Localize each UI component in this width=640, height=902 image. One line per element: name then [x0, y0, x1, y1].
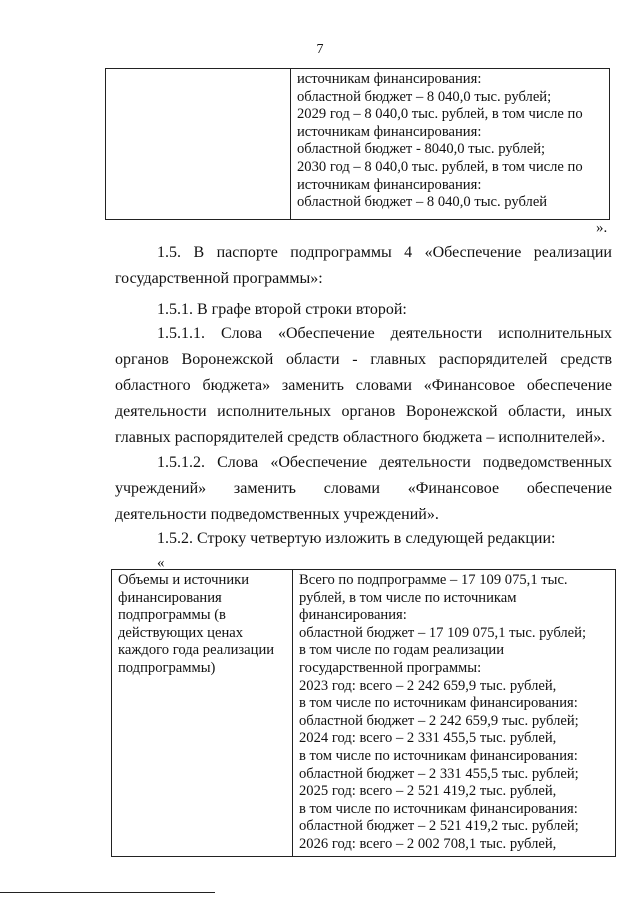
paragraph-1-5-1-2: 1.5.1.2. Слова «Обеспечение деятельности подведомственных учреждений» заменить словами «Финансовое обеспечение деятельности подведомственных учреждений».: [115, 454, 612, 523]
cell-line: областной бюджет - 8040,0 тыс. рублей;: [297, 141, 546, 158]
opening-quote: «: [157, 555, 165, 571]
cell-line: Всего по подпрограмме – 17 109 075,1 тыс.: [299, 572, 568, 588]
paragraph-1-5-1: 1.5.1. В графе второй строки второй:: [157, 301, 407, 318]
cell-line: рублей, в том числе по источникам: [299, 589, 517, 606]
cell-line: областной бюджет – 2 521 419,2 тыс. рублей;: [299, 818, 579, 835]
cell-line: в том числе по источникам финансирования:: [299, 800, 578, 817]
table-left-cell: [106, 69, 291, 220]
cell-line: финансирования: [118, 589, 222, 606]
cell-line: государственной программы:: [299, 659, 482, 676]
cell-line: 2024 год: всего – 2 331 455,5 тыс. рублей,: [299, 730, 557, 747]
footnote-divider: [0, 892, 215, 893]
cell-line: 2030 год – 8 040,0 тыс. рублей, в том числе по: [297, 158, 583, 175]
page-number: 7: [316, 42, 324, 57]
cell-line: источникам финансирования:: [297, 71, 482, 87]
funding-table-continuation: [105, 68, 610, 220]
closing-quote: ».: [596, 220, 608, 236]
paragraph-1-5-1-1: 1.5.1.1. Слова «Обеспечение деятельности исполнительных органов Воронежской области - главных распорядителей средств областного бюджета» заменить словами «Финансовое обеспечение деятельности исполнительных органов Воронежской области, иных главных распорядителей средств областного бюджета – исполнителей».: [115, 325, 612, 446]
cell-line: действующих ценах: [118, 624, 244, 641]
cell-line: областной бюджет – 2 331 455,5 тыс. рублей;: [299, 765, 579, 782]
cell-line: финансирования:: [299, 607, 407, 624]
paragraph-1-5-2: 1.5.2. Строку четвертую изложить в следующей редакции:: [157, 530, 556, 547]
cell-line: Объемы и источники: [118, 572, 250, 588]
cell-line: в том числе по источникам финансирования:: [299, 695, 578, 712]
row-value-cell: [293, 570, 616, 857]
cell-line: источникам финансирования:: [297, 176, 482, 193]
cell-line: 2023 год: всего – 2 242 659,9 тыс. рублей,: [299, 677, 557, 694]
cell-line: подпрограммы (в: [118, 607, 226, 624]
funding-volume-table: [111, 569, 616, 857]
cell-line: 2029 год – 8 040,0 тыс. рублей, в том числе по: [297, 106, 583, 123]
cell-line: 2026 год: всего – 2 002 708,1 тыс. рублей,: [299, 835, 557, 852]
cell-line: подпрограммы): [118, 659, 216, 676]
row-header-cell: [112, 570, 293, 857]
cell-line: 2025 год: всего – 2 521 419,2 тыс. рублей,: [299, 783, 557, 800]
cell-line: областной бюджет – 17 109 075,1 тыс. рублей;: [299, 624, 587, 641]
cell-line: в том числе по источникам финансирования:: [299, 747, 578, 764]
cell-line: областной бюджет – 8 040,0 тыс. рублей;: [297, 88, 552, 105]
cell-line: областной бюджет – 2 242 659,9 тыс. рублей;: [299, 712, 579, 729]
paragraph-1-5: 1.5. В паспорте подпрограммы 4 «Обеспечение реализации государственной программы»:: [115, 244, 612, 287]
cell-line: областной бюджет – 8 040,0 тыс. рублей: [297, 194, 548, 211]
table-right-cell: [291, 69, 610, 220]
cell-line: каждого года реализации: [118, 642, 275, 659]
cell-line: в том числе по годам реализации: [299, 642, 505, 659]
cell-line: источникам финансирования:: [297, 123, 482, 140]
